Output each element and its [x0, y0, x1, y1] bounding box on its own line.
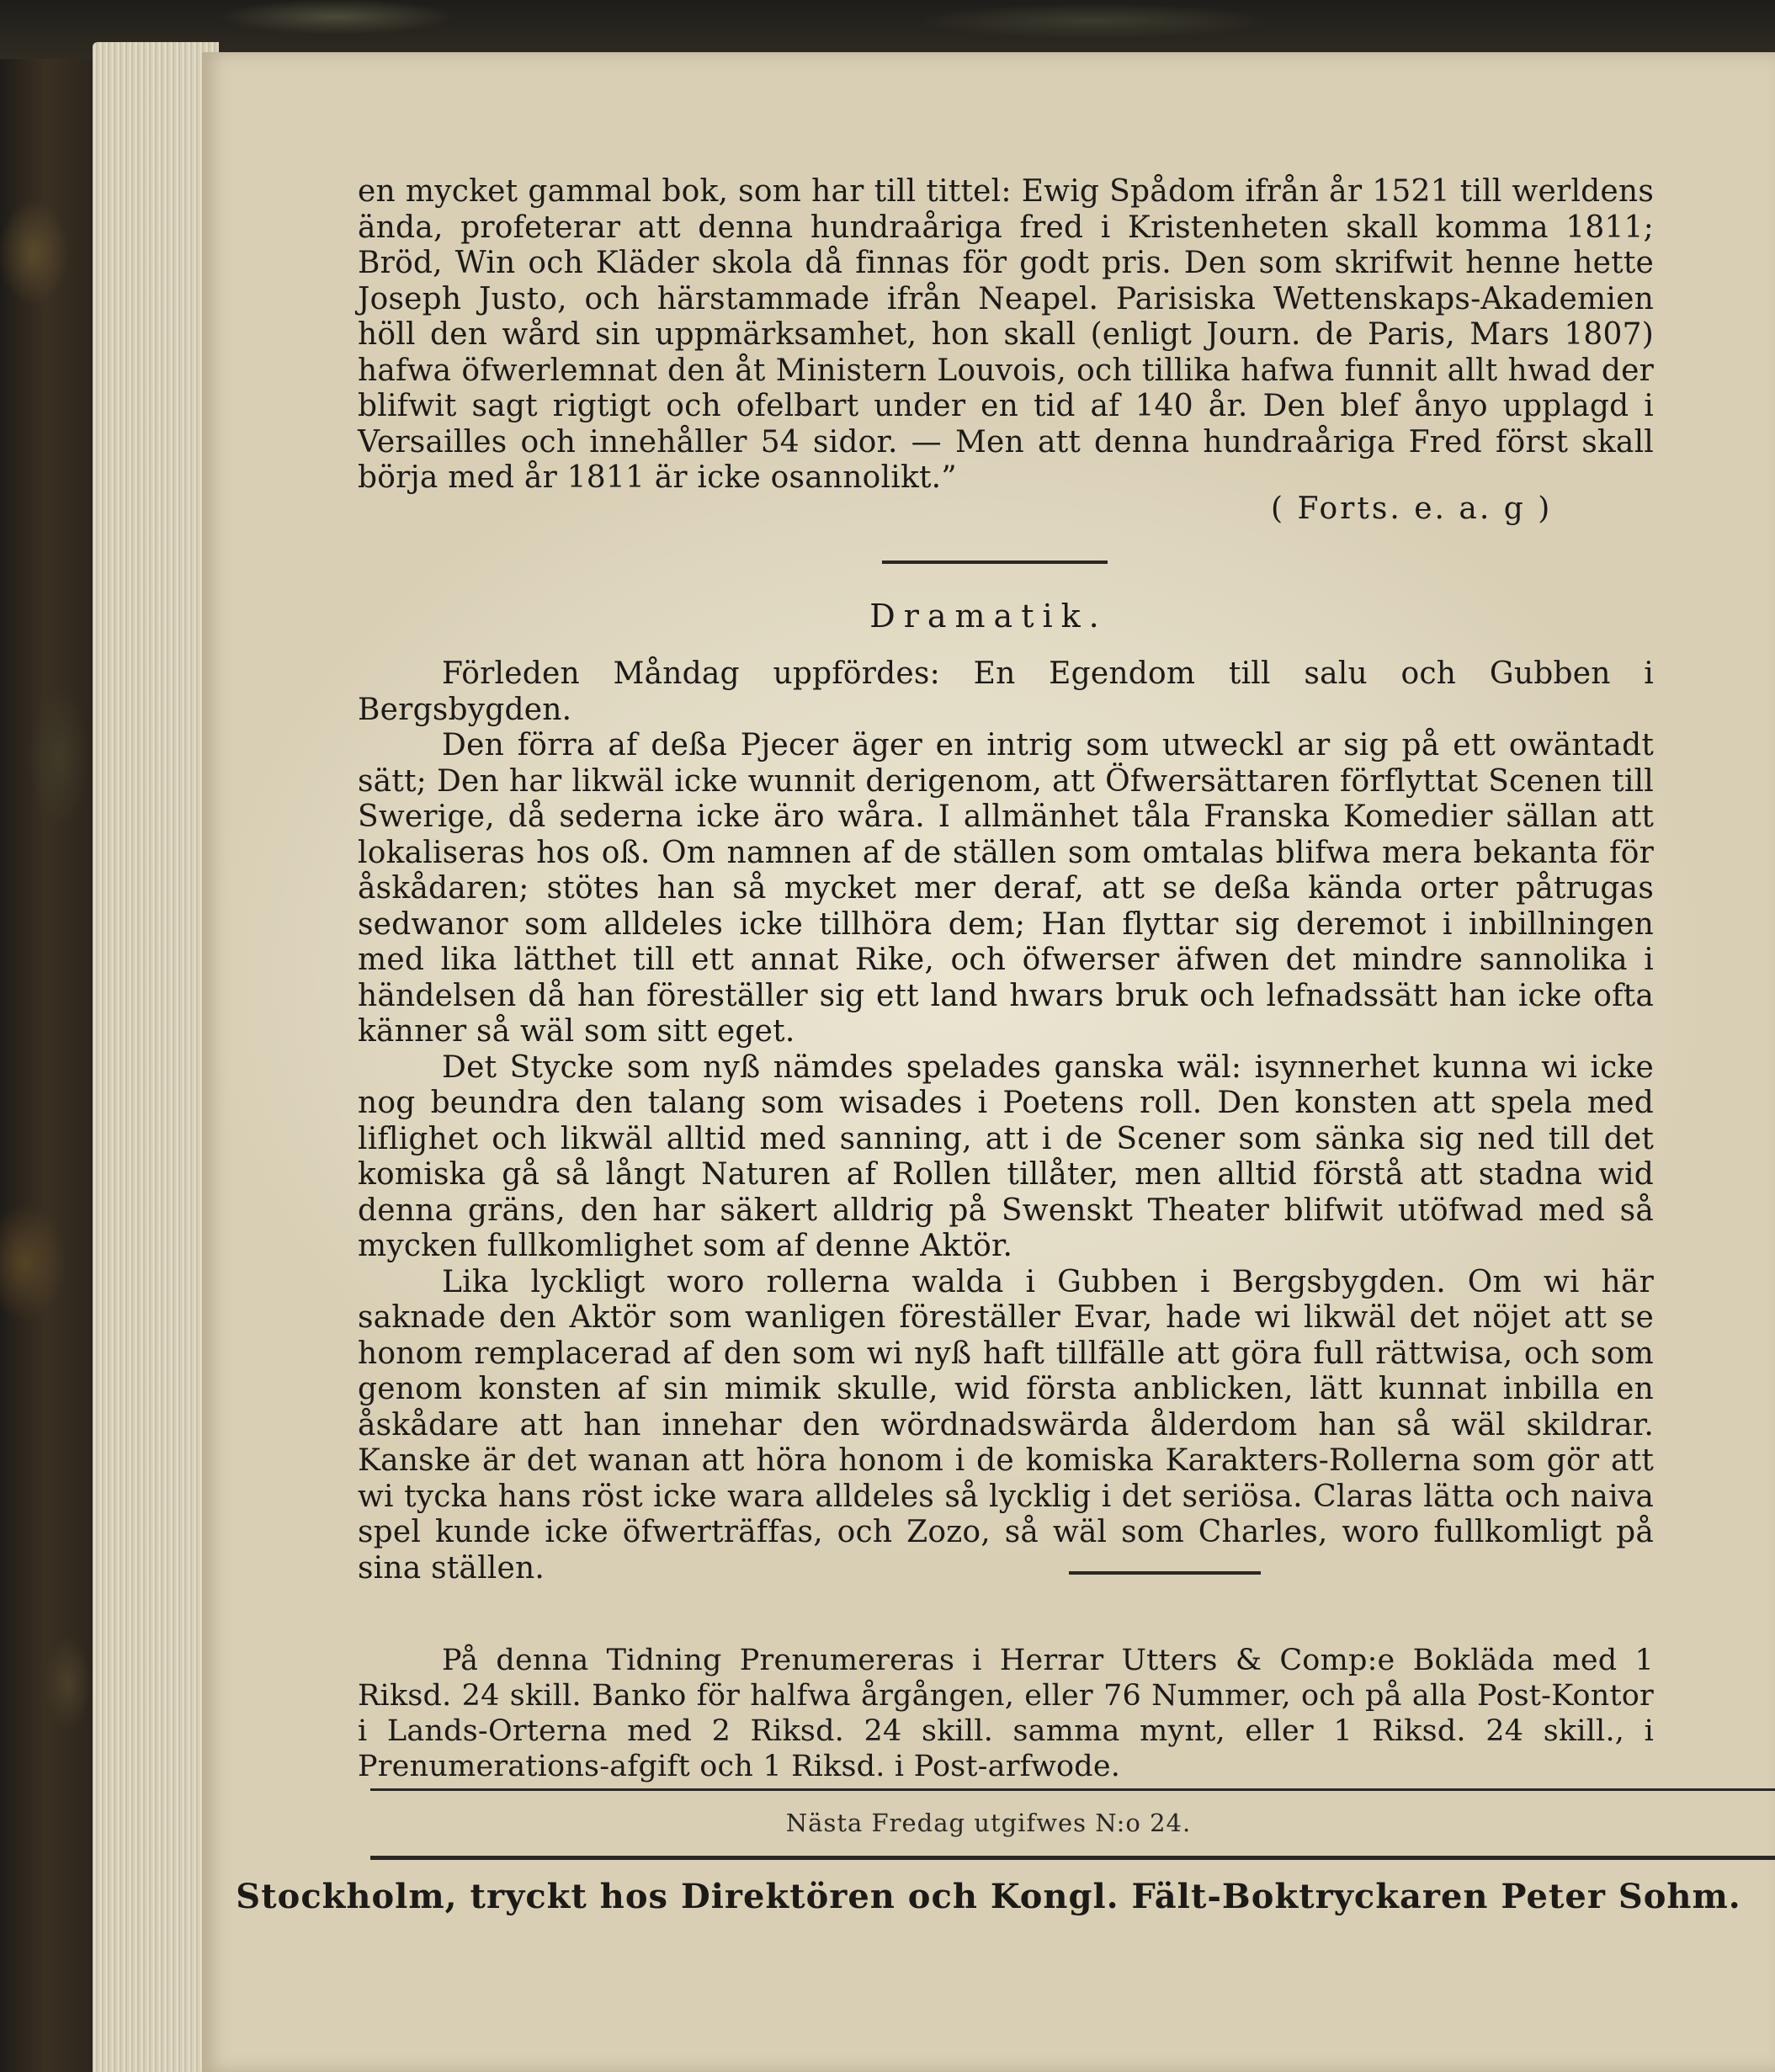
page-edges	[93, 42, 219, 2072]
section-title-dramatik: Dramatik.	[869, 598, 1108, 635]
subscription-text: På denna Tidning Prenumereras i Herrar Utters & Comp:e Bokläda med 1 Riksd. 24 skill. Banko för halfwa årgången, eller 76 Nummer, och på alla Post-Kontor i Lands-Orterna med 2 Riksd. 24 skill. samma mynt, eller 1 Riksd. 24 skill., i Prenumerations-afgift och 1 Riksd. i Post-arfwode.	[358, 1644, 1654, 1783]
continued-article	[358, 174, 1654, 497]
paragraph: Den förra af deßa Pjecer äger en intrig som utweckl ar sig på ett owäntadt sätt; Den har likwäl icke wunnit derigenom, att Öfwersättaren förflyttat Scenen till Swerige, då sederna icke äro wåra. I allmänhet tåla Franska Komedier sällan att lokaliseras hos oß. Om namnen af de ställen som omtalas blifwa mera bekanta för åskådaren; stötes han så mycket mer deraf, att se deßa kända orter påtrugas sedwanor som alldeles icke tillhöra dem; Han flyttar sig deremot i inbillningen med lika lätthet till ett annat Rike, och öfwerser äfwen det mindre sannolika i händelsen då han föreställer sig ett land hwars bruk och lefnadssätt han icke ofta känner så wäl som sitt eget.	[358, 728, 1654, 1049]
subscription-notice	[358, 1643, 1654, 1784]
paragraph: Det Stycke som nyß nämdes spelades ganska wäl: isynnerhet kunna wi icke nog beundra den talang som wisades i Poetens roll. Den konsten att spela med liflighet och likwäl alltid med sanning, att i de Scener som sänka sig ned till det komiska gå så långt Naturen af Rollen tillåter, men alltid förstå att stadna wid denna gräns, den har säkert alldrig på Swenskt Theater blifwit utöfwad med så mycken fullkomlighet som af denne Aktör.	[358, 1049, 1654, 1263]
paragraph: Lika lyckligt woro rollerna walda i Gubben i Bergsbygden. Om wi här saknade den Aktör som wanligen föreställer Evar, hade wi likwäl det nöjet att se honom remplacerad af den som wi nyß haft tillfälle att göra full rättwisa, och som genom konsten af sin mimik skulle, wid första anblicken, lätt kunnat inbilla en åskådare att han innehar den wördnadswärda ålderdom han så wäl skildrar. Kanske är det wanan att höra honom i de komiska Karakters-Rollerna som gör att wi tycka hans röst icke wara alldeles så lycklig i det seriösa. Claras lätta och naiva spel kunde icke öfwerträffas, och Zozo, så wäl som Charles, woro fullkomligt på sina ställen.	[358, 1264, 1654, 1586]
section-divider	[1069, 1571, 1261, 1575]
newspaper-page	[202, 52, 1775, 2072]
next-issue-note: Nästa Fredag utgifwes N:o 24.	[785, 1809, 1192, 1837]
book-cover-edge	[0, 0, 101, 2072]
printer-imprint: Stockholm, tryckt hos Direktören och Kongl. Fält-Boktryckaren Peter Sohm.	[236, 1877, 1741, 1916]
book-cover-top	[0, 0, 1775, 59]
dramatik-article	[358, 656, 1654, 1586]
footer-rule-bottom	[370, 1856, 1775, 1860]
footer-rule-top	[370, 1788, 1775, 1791]
section-divider	[882, 561, 1108, 564]
continued-article-text: en mycket gammal bok, som har till tittel: Ewig Spådom ifrån år 1521 till werldens ända, profeterar att denna hundraåriga fred i Kristenheten skall komma 1811; Bröd, Win och Kläder skola då finnas för godt pris. Den som skrifwit henne hette Joseph Justo, och härstammade ifrån Neapel. Parisiska Wettenskaps-Akademien höll den wård sin uppmärksamhet, hon skall (enligt Journ. de Paris, Mars 1807) hafwa öfwerlemnat den åt Ministern Louvois, och tillika hafwa funnit allt hwad der blifwit sagt rigtigt och ofelbart under en tid af 140 år. Den blef ånyo upplagd i Versailles och innehåller 54 sidor. — Men att denna hundraåriga Fred först skall börja med år 1811 är icke osannolikt.”	[358, 174, 1654, 495]
paragraph: Förleden Måndag uppfördes: En Egendom till salu och Gubben i Bergsbygden.	[358, 656, 1654, 727]
continuation-note: ( Forts. e. a. g )	[1271, 491, 1553, 526]
